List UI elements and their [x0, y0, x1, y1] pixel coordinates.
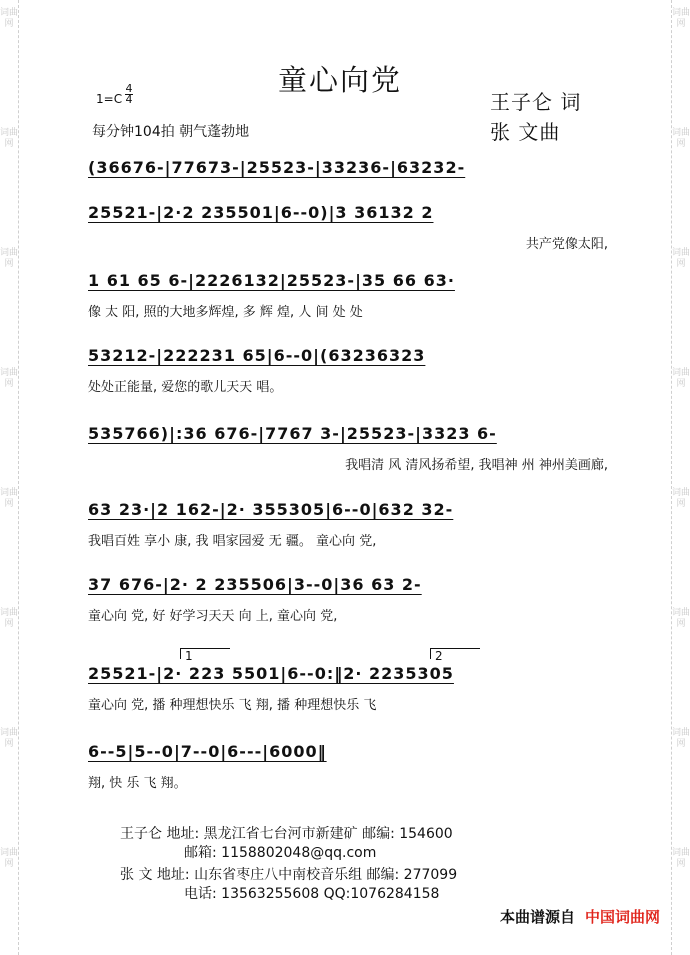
lyric-line: 处处正能量, 爱您的歌儿天天 唱。: [88, 380, 283, 395]
key-signature: 1=C: [96, 92, 123, 106]
watermark: 词曲网: [672, 248, 690, 269]
watermark: 词曲网: [672, 8, 690, 29]
volta-1-bracket: 1: [180, 648, 230, 659]
notation-line: 6--5|5--0|7--0|6---|6000‖: [88, 742, 327, 761]
notation-line: 25521-|2· 223 5501|6--0:‖2· 2235305: [88, 664, 454, 683]
right-margin-strip: [671, 0, 690, 955]
lyric-line: 共产党像太阳,: [525, 237, 608, 252]
watermark: 词曲网: [0, 488, 19, 509]
watermark: 词曲网: [672, 128, 690, 149]
watermark: 词曲网: [672, 368, 690, 389]
watermark: 词曲网: [672, 728, 690, 749]
watermark: 词曲网: [672, 488, 690, 509]
footer-line-2: 邮箱: 1158802048@qq.com: [184, 845, 377, 861]
watermark: 词曲网: [0, 728, 19, 749]
source-attribution: [500, 906, 660, 927]
watermark: 词曲网: [672, 608, 690, 629]
lyric-line: 翔, 快 乐 飞 翔。: [88, 776, 187, 791]
watermark: 词曲网: [0, 248, 19, 269]
time-signature: [125, 84, 133, 105]
lyric-line: 童心向 党, 好 好学习天天 向 上, 童心向 党,: [88, 609, 338, 624]
lyric-line: 童心向 党, 播 种理想快乐 飞 翔, 播 种理想快乐 飞: [88, 698, 377, 713]
meter-bottom: 4: [125, 93, 133, 106]
notation-line: 535766)|:36 676-|7767 3-|25523-|3323 6-: [88, 424, 497, 443]
lyric-line: 像 太 阳, 照的大地多辉煌, 多 辉 煌, 人 间 处 处: [88, 305, 363, 320]
watermark: 词曲网: [0, 608, 19, 629]
watermark: 词曲网: [672, 848, 690, 869]
notation-line: 25521-|2·2 235501|6--0)|3 36132 2: [88, 203, 434, 222]
lyric-line: 我唱清 风 清风扬希望, 我唱神 州 神州美画廊,: [345, 458, 608, 473]
notation-line: 63 23·|2 162-|2· 355305|6--0|632 32-: [88, 500, 454, 519]
footer-line-4: 电话: 13563255608 QQ:1076284158: [184, 886, 440, 902]
lyricist-credit: 王子仑 词: [490, 90, 582, 114]
watermark: 词曲网: [0, 128, 19, 149]
watermark: 词曲网: [0, 8, 19, 29]
notation-line: 1 61 65 6-|2226132|25523-|35 66 63·: [88, 271, 455, 290]
volta-2-bracket: 2: [430, 648, 480, 659]
source-site-link[interactable]: 中国词曲网: [584, 908, 660, 926]
tempo-marking: 每分钟104拍 朝气蓬勃地: [92, 124, 250, 140]
composer-credit: 张 文曲: [490, 120, 561, 144]
score-title: 童心向党: [278, 63, 403, 97]
notation-line: 53212-|222231 65|6--0|(63236323: [88, 346, 426, 365]
lyric-line: 我唱百姓 享小 康, 我 唱家园爱 无 疆。 童心向 党,: [88, 534, 377, 549]
footer-line-3: 张 文 地址: 山东省枣庄八中南校音乐组 邮编: 277099: [120, 867, 458, 883]
notation-line: 37 676-|2· 2 235506|3--0|36 63 2-: [88, 575, 422, 594]
watermark: 词曲网: [0, 848, 19, 869]
notation-line: (36676-|77673-|25523-|33236-|63232-: [88, 158, 466, 177]
left-margin-strip: [0, 0, 19, 955]
meter-top: 4: [125, 82, 133, 95]
source-label: 本曲谱源自: [499, 908, 575, 926]
footer-line-1: 王子仑 地址: 黑龙江省七台河市新建矿 邮编: 154600: [120, 826, 453, 842]
watermark: 词曲网: [0, 368, 19, 389]
